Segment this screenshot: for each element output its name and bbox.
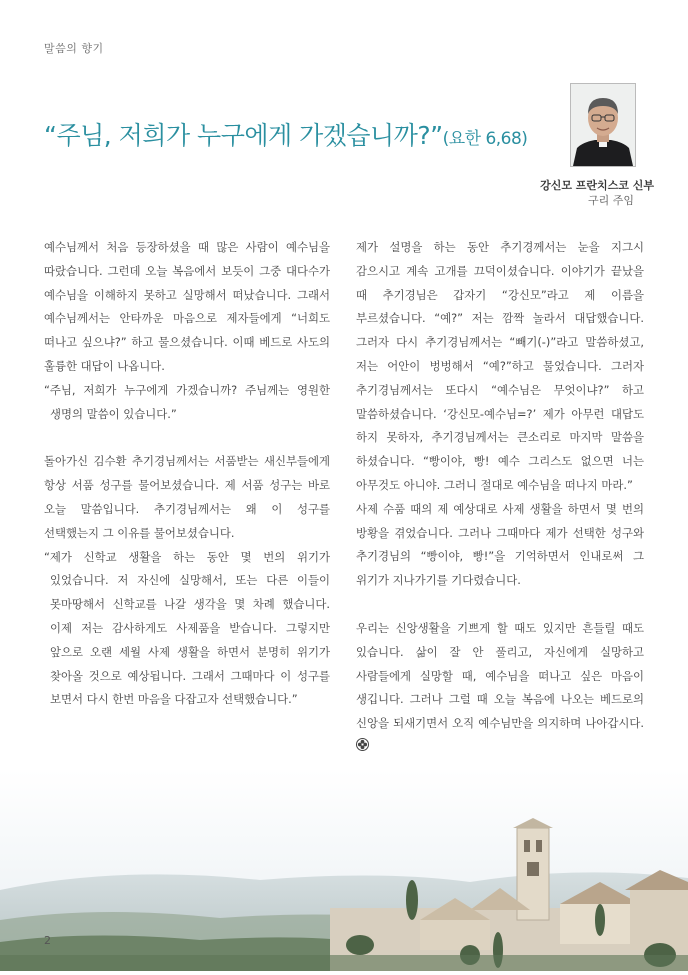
page-number: 2 xyxy=(44,934,51,947)
flower-end-mark-icon xyxy=(356,736,369,760)
paragraph: 사제 수품 때의 제 예상대로 사제 생활을 하면서 몇 번의 방황을 겪었습니다. 그러나 그때마다 제가 선택한 성구와 추기경님의 “빵이야, 빵!”을 기억하면서 인내로써 그 위기가 지나가기를 기다렸습니다. xyxy=(356,501,644,588)
title-reference: (요한 6,68) xyxy=(442,129,528,149)
right-column xyxy=(356,236,644,760)
paragraph: 돌아가신 김수환 추기경님께서는 서품받는 새신부들에게 항상 서품 성구를 물어보셨습니다. 제 서품 성구는 바로 오늘 말씀입니다. 추기경님께서는 왜 이 성구를 선택했는지 그 이유를 물어보셨습니다. xyxy=(44,454,330,540)
hilltop-town-landscape xyxy=(0,770,688,971)
title-main: “주님, 저희가 누구에게 가겠습니까?” xyxy=(44,121,443,150)
author-info xyxy=(540,178,654,208)
left-column xyxy=(44,236,330,712)
quote-paragraph: “제가 신학교 생활을 하는 동안 몇 번의 위기가 있었습니다. 저 자신에 실망해서, 또는 다른 이들이 못마땅해서 신학교를 나갈 생각을 몇 차례 했습니다. 이제 저는 감사하게도 사제품을 받습니다. 그렇지만 앞으로 오랜 세월 사제 생활을 하면서 분명히 위기가 찾아올 것으로 예상됩니다. 그래서 그때마다 이 성구를 보면서 다시 한번 마음을 다잡고자 선택했습니다.” xyxy=(44,549,330,707)
paragraph: 제가 설명을 하는 동안 추기경께서는 눈을 지그시 감으시고 계속 고개를 끄덕이셨습니다. 이야기가 끝났을 때 추기경님은 갑자기 “강신모”라고 제 이름을 부르셨습니다. “예?” 저는 깜짝 놀라서 대답했습니다. 그러자 다시 추기경님께서는 “빼기(-)”라고 말씀하셨고, 저는 어안이 벙벙해서 “예?”하고 물었습니다. 그러자 추기경님께서는 또다시 “예수님은 무엇이냐?” 하고 말씀하셨습니다. ‘강신모-예수님=?’ 제가 아무런 대답도 하지 못하자, 추기경님께서는 큰소리로 마지막 말씀을 하셨습니다. “빵이야, 빵! 예수 그리스도 없으면 너는 아무것도 아니야. 그러니 절대로 예수님을 떠나지 마라.” xyxy=(356,240,644,492)
paragraph xyxy=(356,617,644,760)
paragraph: 예수님께서 처음 등장하셨을 때 많은 사람이 예수님을 따랐습니다. 그런데 오늘 복음에서 보듯이 그중 대다수가 예수님을 이해하지 못하고 실망해서 떠났습니다. 그래서 예수님께서는 안타까운 마음으로 제자들에게 “너희도 떠나고 싶으냐?” 하고 물으셨습니다. 이때 베드로 사도의 훌륭한 대답이 나옵니다. xyxy=(44,240,330,373)
author-role: 구리 주임 xyxy=(587,194,634,207)
quote-paragraph: “주님, 저희가 누구에게 가겠습니까? 주님께는 영원한 생명의 말씀이 있습니다.” xyxy=(44,382,330,421)
section-label: 말씀의 향기 xyxy=(44,42,104,55)
author-name: 강신모 프란치스코 신부 xyxy=(540,179,654,192)
paragraph-text: 우리는 신앙생활을 기쁘게 할 때도 있지만 흔들릴 때도 있습니다. 삶이 잘 안 풀리고, 자신에게 실망하고 사람들에게 실망할 때, 예수님을 떠나고 싶은 마음이 생깁니다. 그러나 그럴 때 오늘 복음에 나오는 베드로의 신앙을 되새기면서 오직 예수님만을 의지하며 나아갑시다. xyxy=(356,620,644,731)
author-portrait xyxy=(570,83,636,167)
page-title xyxy=(44,116,527,152)
